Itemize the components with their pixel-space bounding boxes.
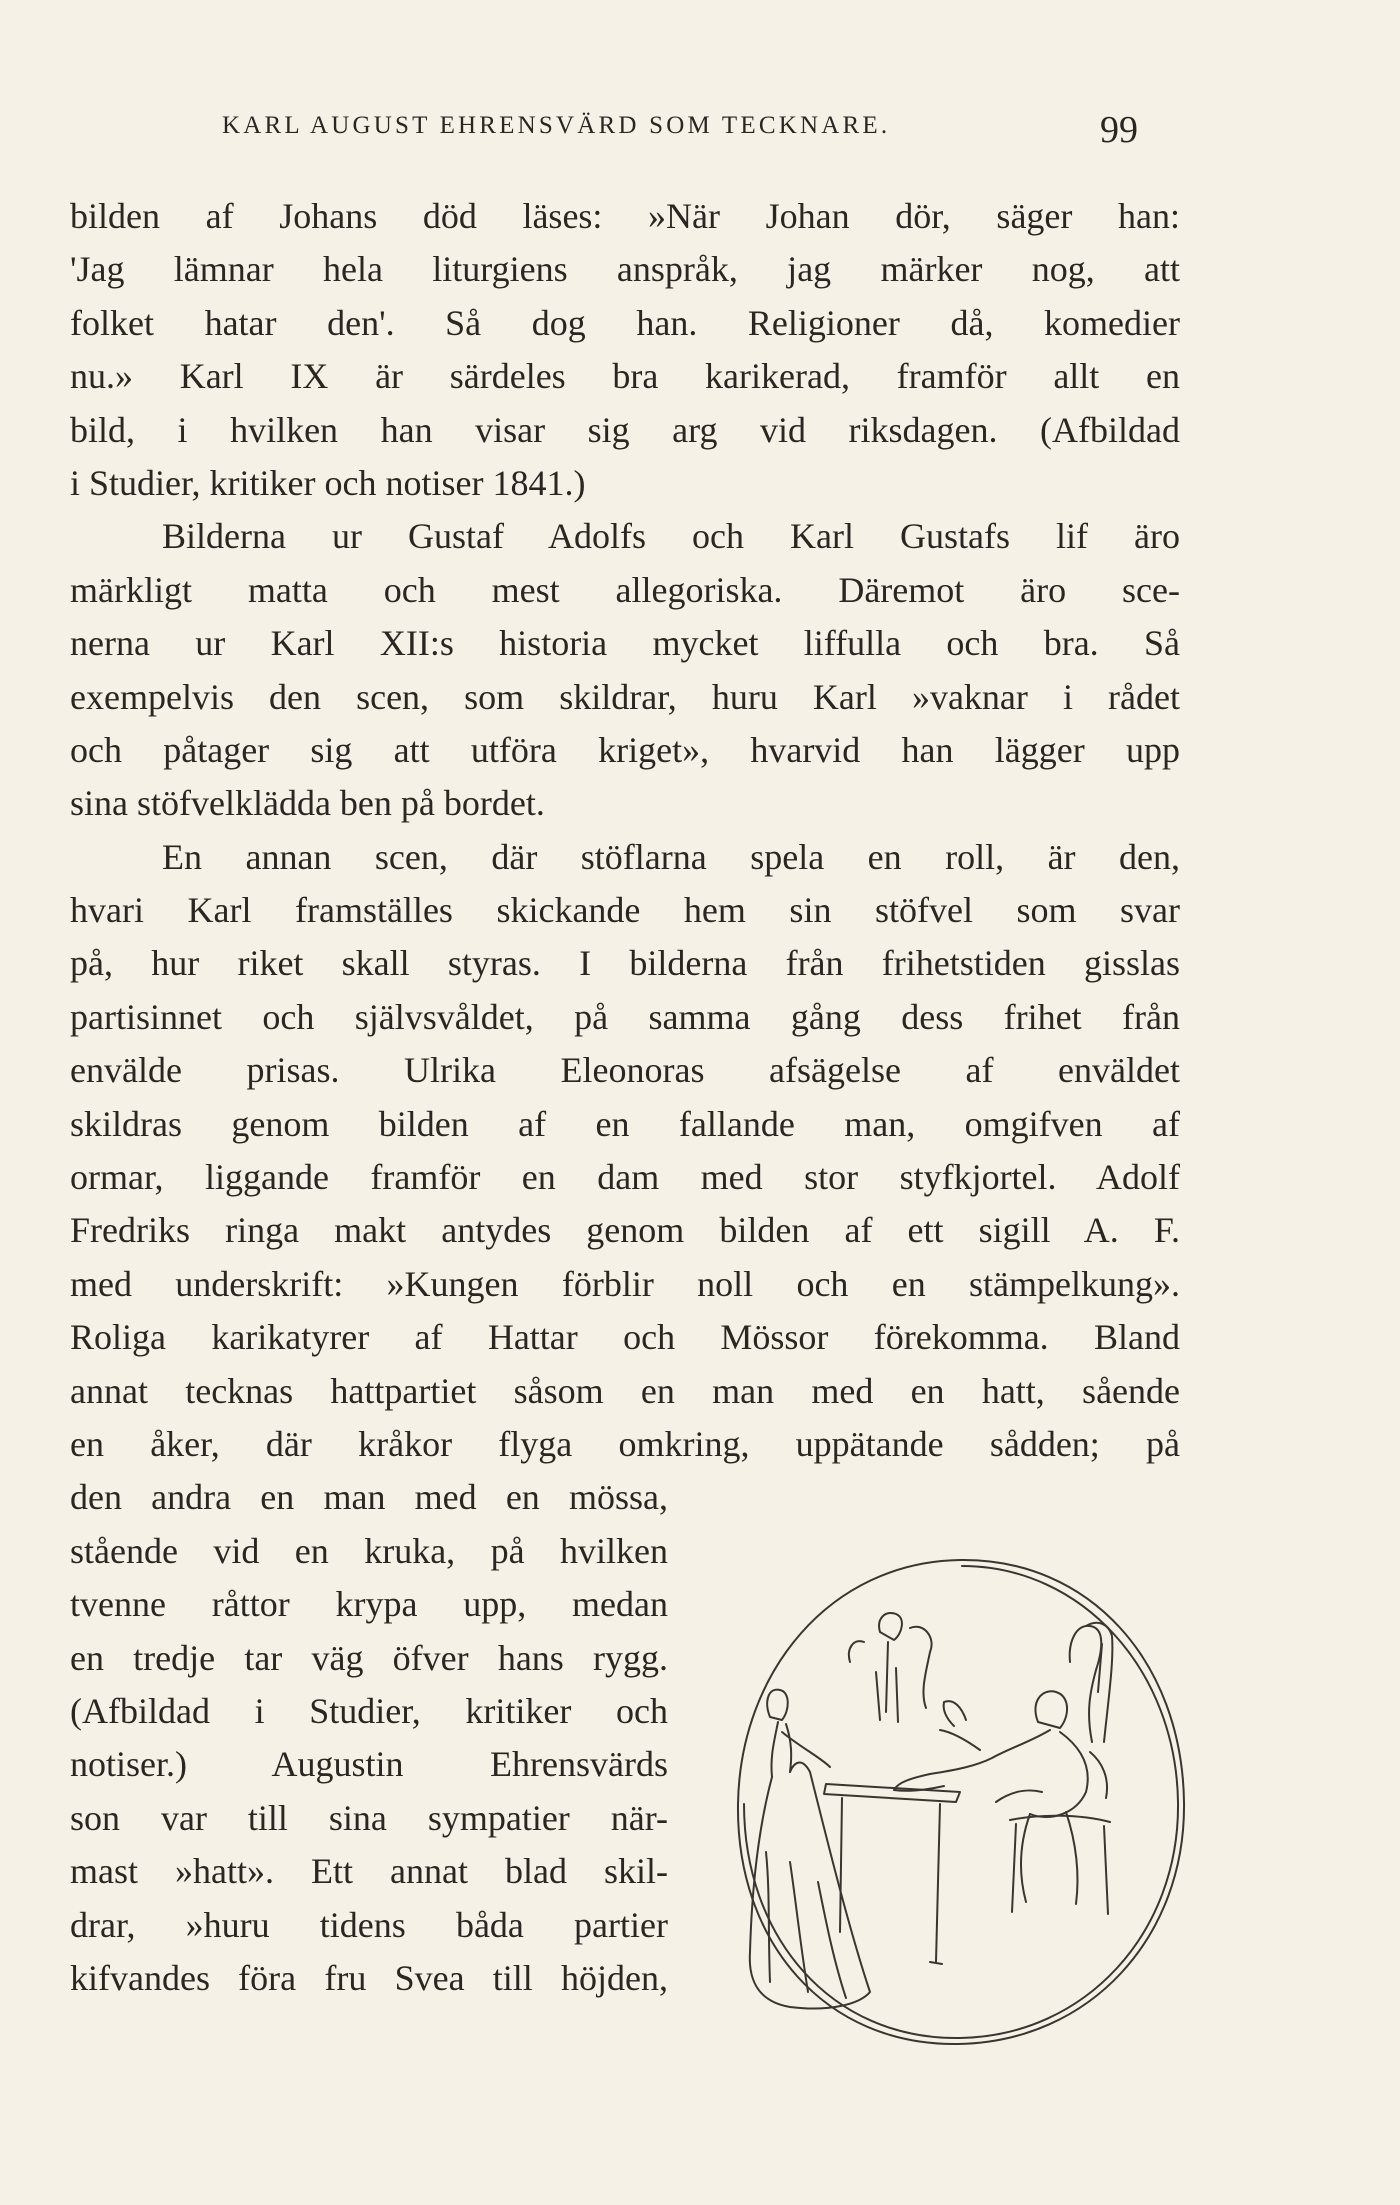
drawing-svg [730,1552,1190,2052]
text-line: En annan scen, där stöflarna spela en roll, är den, [162,836,1180,877]
text-line: den andra en man med en mössa, [70,1477,668,1518]
text-line: kifvandes föra fru Svea till höjden, [70,1957,668,1998]
text-line: Roliga karikatyrer af Hattar och Mössor förekomma. Bland [70,1317,1180,1358]
text-line: bilden af Johans död läses: »När Johan dör, säger han: [70,196,1180,236]
text-line: en åker, där kråkor flyga omkring, uppätande sådden; på [70,1423,1180,1464]
text-line: folket hatar den'. Så dog han. Religioner då, komedier [70,302,1180,343]
text-line: med underskrift: »Kungen förblir noll och en stämpelkung». [70,1263,1180,1304]
text-line: (Afbildad i Studier, kritiker och [70,1690,668,1731]
text-line: annat tecknas hattpartiet såsom en man med en hatt, sående [70,1370,1180,1411]
text-line: notiser.) Augustin Ehrensvärds [70,1744,668,1785]
text-line: stående vid en kruka, på hvilken [70,1530,668,1571]
text-line: och påtager sig att utföra kriget», hvarvid han lägger upp [70,729,1180,770]
text-line: tvenne råttor krypa upp, medan [70,1584,668,1625]
text-line: partisinnet och självsvåldet, på samma gång dess frihet från [70,996,1180,1037]
text-line: bild, i hvilken han visar sig arg vid riksdagen. (Afbildad [70,409,1180,450]
text-line: Fredriks ringa makt antydes genom bilden af ett sigill A. F. [70,1210,1180,1251]
text-line: sina stöfvelklädda ben på bordet. [70,783,545,824]
caricature-drawing [730,1552,1190,2052]
text-line: en tredje tar väg öfver hans rygg. [70,1637,668,1678]
background-figures [849,1613,932,1722]
text-line: nu.» Karl IX är särdeles bra karikerad, framför allt en [70,356,1180,397]
table [824,1784,960,1964]
text-line: mast »hatt». Ett annat blad skil- [70,1851,668,1892]
text-line: hvari Karl framställes skickande hem sin stöfvel som svar [70,890,1180,931]
text-line: nerna ur Karl XII:s historia mycket liffulla och bra. Så [70,623,1180,664]
text-line: ormar, liggande framför en dam med stor styfkjortel. Adolf [70,1157,1180,1198]
text-line: i Studier, kritiker och notiser 1841.) [70,462,586,503]
text-line: son var till sina sympatier när- [70,1797,668,1838]
text-line: märkligt matta och mest allegoriska. Däremot äro sce- [70,569,1180,610]
lady-figure [750,1690,870,2009]
text-line: drar, »huru tidens båda partier [70,1904,668,1945]
text-line: exempelvis den scen, som skildrar, huru Karl »vaknar i rådet [70,676,1180,717]
text-line: Bilderna ur Gustaf Adolfs och Karl Gustafs lif äro [162,516,1180,557]
text-line: på, hur riket skall styras. I bilderna från frihetstiden gisslas [70,943,1180,984]
text-line: 'Jag lämnar hela liturgiens anspråk, jag märker nog, att [70,249,1180,290]
running-title: KARL AUGUST EHRENSVÄRD SOM TECKNARE. [222,112,891,139]
text-line: envälde prisas. Ulrika Eleonoras afsägelse af enväldet [70,1050,1180,1091]
page-header [0,108,1400,156]
page-number: 99 [1100,109,1138,151]
text-line: skildras genom bilden af en fallande man, omgifven af [70,1103,1180,1144]
